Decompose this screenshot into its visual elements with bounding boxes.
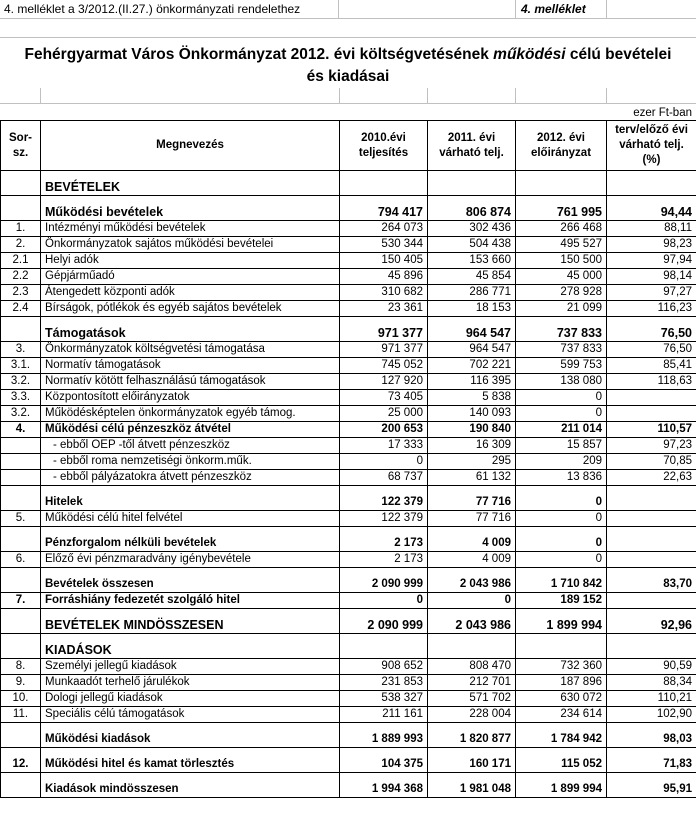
row-number	[1, 486, 41, 511]
table-row	[1, 486, 696, 511]
table-row	[1, 675, 696, 691]
value-2012: 737 833	[516, 342, 607, 358]
value-2012: 138 080	[516, 374, 607, 390]
value-2012: 234 614	[516, 707, 607, 723]
table-row	[1, 707, 696, 723]
regulation-reference: 4. melléklet a 3/2012.(II.27.) önkormányzati rendelethez	[4, 2, 301, 16]
value-2010: 17 333	[340, 438, 428, 454]
row-name: Gépjárműadó	[41, 269, 340, 285]
row-number	[1, 317, 41, 342]
value-ratio: 88,11	[607, 221, 696, 237]
value-ratio: 22,63	[607, 470, 696, 486]
value-2012: 1 899 994	[516, 773, 607, 798]
value-2012: 599 753	[516, 358, 607, 374]
value-2010: 2 173	[340, 552, 428, 568]
value-2011: 16 309	[428, 438, 516, 454]
value-ratio	[607, 634, 696, 659]
value-2012: 761 995	[516, 196, 607, 221]
value-2012: 266 468	[516, 221, 607, 237]
value-2011	[428, 634, 516, 659]
value-ratio: 98,14	[607, 269, 696, 285]
value-2011: 45 854	[428, 269, 516, 285]
grid-line	[606, 0, 607, 18]
value-2010: 2 090 999	[340, 568, 428, 593]
table-row	[1, 196, 696, 221]
row-number: 11.	[1, 707, 41, 723]
value-2012: 187 896	[516, 675, 607, 691]
table-row	[1, 568, 696, 593]
value-2011: 964 547	[428, 342, 516, 358]
value-2010: 2 090 999	[340, 609, 428, 634]
value-2012: 150 500	[516, 253, 607, 269]
value-ratio	[607, 486, 696, 511]
value-ratio	[607, 406, 696, 422]
row-number: 2.	[1, 237, 41, 253]
value-2010: 73 405	[340, 390, 428, 406]
value-2010: 1 994 368	[340, 773, 428, 798]
row-number: 2.4	[1, 301, 41, 317]
value-ratio: 94,44	[607, 196, 696, 221]
blank-grid-row	[0, 19, 696, 38]
row-number: 8.	[1, 659, 41, 675]
value-2012: 211 014	[516, 422, 607, 438]
row-number: 1.	[1, 221, 41, 237]
value-ratio: 110,57	[607, 422, 696, 438]
value-2011: 286 771	[428, 285, 516, 301]
row-number: 3.3.	[1, 390, 41, 406]
row-name: Bírságok, pótlékok és egyéb sajátos bevételek	[41, 301, 340, 317]
value-2010: 122 379	[340, 511, 428, 527]
value-ratio: 98,23	[607, 237, 696, 253]
row-name: Dologi jellegű kiadások	[41, 691, 340, 707]
value-2010: 25 000	[340, 406, 428, 422]
row-name: Helyi adók	[41, 253, 340, 269]
value-2012: 1 899 994	[516, 609, 607, 634]
table-row	[1, 358, 696, 374]
value-ratio: 102,90	[607, 707, 696, 723]
title-line2: és kiadásai	[306, 68, 390, 85]
row-number: 3.	[1, 342, 41, 358]
value-2011: 1 981 048	[428, 773, 516, 798]
value-2010: 745 052	[340, 358, 428, 374]
table-row	[1, 659, 696, 675]
table-row	[1, 438, 696, 454]
row-name: Intézményi működési bevételek	[41, 221, 340, 237]
value-ratio: 97,27	[607, 285, 696, 301]
row-name: KIADÁSOK	[41, 634, 340, 659]
value-2012: 1 710 842	[516, 568, 607, 593]
row-name: - ebből pályázatokra átvett pénzeszköz	[41, 470, 340, 486]
row-number: 5.	[1, 511, 41, 527]
value-2012: 15 857	[516, 438, 607, 454]
value-ratio: 97,94	[607, 253, 696, 269]
row-name: Központosított előirányzatok	[41, 390, 340, 406]
row-number	[1, 634, 41, 659]
value-2012: 0	[516, 527, 607, 552]
row-name: Speciális célú támogatások	[41, 707, 340, 723]
table-row	[1, 285, 696, 301]
value-2011: 160 171	[428, 748, 516, 773]
row-name: Működési célú pénzeszköz átvétel	[41, 422, 340, 438]
row-name: Önkormányzatok költségvetési támogatása	[41, 342, 340, 358]
row-number	[1, 196, 41, 221]
value-2010: 122 379	[340, 486, 428, 511]
table-row	[1, 609, 696, 634]
value-ratio: 85,41	[607, 358, 696, 374]
value-2010: 310 682	[340, 285, 428, 301]
value-2010: 150 405	[340, 253, 428, 269]
row-name: Munkaadót terhelő járulékok	[41, 675, 340, 691]
value-ratio: 83,70	[607, 568, 696, 593]
row-number	[1, 470, 41, 486]
value-2010: 127 920	[340, 374, 428, 390]
value-2010: 794 417	[340, 196, 428, 221]
value-2012: 495 527	[516, 237, 607, 253]
row-name: Támogatások	[41, 317, 340, 342]
value-ratio	[607, 527, 696, 552]
value-2011: 116 395	[428, 374, 516, 390]
value-2010: 971 377	[340, 317, 428, 342]
value-2012: 209	[516, 454, 607, 470]
value-ratio: 98,03	[607, 723, 696, 748]
value-2010	[340, 634, 428, 659]
value-2011: 212 701	[428, 675, 516, 691]
value-2010: 908 652	[340, 659, 428, 675]
header-ratio: terv/előző évi várható telj. (%)	[607, 121, 696, 171]
value-ratio	[607, 511, 696, 527]
row-name: Bevételek összesen	[41, 568, 340, 593]
row-name: Működésképtelen önkormányzatok egyéb támog.	[41, 406, 340, 422]
table-row	[1, 342, 696, 358]
value-2012: 737 833	[516, 317, 607, 342]
table-row	[1, 511, 696, 527]
table-row	[1, 374, 696, 390]
value-2011: 153 660	[428, 253, 516, 269]
row-number: 2.1	[1, 253, 41, 269]
table-row	[1, 221, 696, 237]
table-row	[1, 748, 696, 773]
value-ratio: 118,63	[607, 374, 696, 390]
value-2012: 115 052	[516, 748, 607, 773]
row-number: 3.2.	[1, 374, 41, 390]
value-2012: 21 099	[516, 301, 607, 317]
title-text-end: célú bevételei	[565, 46, 672, 63]
value-2011: 702 221	[428, 358, 516, 374]
table-row	[1, 470, 696, 486]
row-number: 2.2	[1, 269, 41, 285]
value-2010: 68 737	[340, 470, 428, 486]
row-name: Pénzforgalom nélküli bevételek	[41, 527, 340, 552]
value-2011: 964 547	[428, 317, 516, 342]
grid-line	[515, 0, 516, 18]
table-row	[1, 593, 696, 609]
value-2011: 2 043 986	[428, 568, 516, 593]
value-2010: 211 161	[340, 707, 428, 723]
document-title	[0, 44, 696, 88]
table-row	[1, 317, 696, 342]
table-row	[1, 422, 696, 438]
value-2011: 806 874	[428, 196, 516, 221]
blank-grid-row	[0, 88, 696, 104]
value-ratio: 95,91	[607, 773, 696, 798]
reference-row	[0, 0, 696, 19]
value-2012: 45 000	[516, 269, 607, 285]
value-2011: 190 840	[428, 422, 516, 438]
header-2010: 2010.évi teljesítés	[340, 121, 428, 171]
value-2012	[516, 171, 607, 196]
header-sorsz: Sor-sz.	[1, 121, 41, 171]
value-2011: 140 093	[428, 406, 516, 422]
header-2011: 2011. évi várható telj.	[428, 121, 516, 171]
row-number	[1, 609, 41, 634]
value-2010: 538 327	[340, 691, 428, 707]
row-number: 4.	[1, 422, 41, 438]
header-name: Megnevezés	[41, 121, 340, 171]
row-name: - ebből OEP -től átvett pénzeszköz	[41, 438, 340, 454]
table-row	[1, 269, 696, 285]
table-header-row	[1, 121, 696, 171]
value-2012: 0	[516, 390, 607, 406]
value-2011: 228 004	[428, 707, 516, 723]
unit-label: ezer Ft-ban	[633, 107, 692, 119]
row-name: Átengedett központi adók	[41, 285, 340, 301]
value-2010: 2 173	[340, 527, 428, 552]
row-number	[1, 723, 41, 748]
row-name: Kiadások mindösszesen	[41, 773, 340, 798]
value-2012: 189 152	[516, 593, 607, 609]
row-name: Működési kiadások	[41, 723, 340, 748]
row-number	[1, 171, 41, 196]
table-row	[1, 237, 696, 253]
value-2010: 104 375	[340, 748, 428, 773]
row-name: Normatív kötött felhasználású támogatások	[41, 374, 340, 390]
value-ratio: 76,50	[607, 342, 696, 358]
row-name: Személyi jellegű kiadások	[41, 659, 340, 675]
value-2010: 231 853	[340, 675, 428, 691]
grid-line	[338, 0, 339, 18]
value-ratio	[607, 552, 696, 568]
table-row	[1, 552, 696, 568]
table-row	[1, 454, 696, 470]
table-row	[1, 691, 696, 707]
value-2010: 0	[340, 454, 428, 470]
value-2011: 504 438	[428, 237, 516, 253]
value-2010: 23 361	[340, 301, 428, 317]
row-number: 12.	[1, 748, 41, 773]
row-number	[1, 438, 41, 454]
value-ratio: 97,23	[607, 438, 696, 454]
value-2011: 295	[428, 454, 516, 470]
value-2012: 0	[516, 552, 607, 568]
value-2010: 0	[340, 593, 428, 609]
table-row	[1, 527, 696, 552]
row-number: 3.2.	[1, 406, 41, 422]
value-2011: 77 716	[428, 486, 516, 511]
row-name: BEVÉTELEK	[41, 171, 340, 196]
value-ratio: 90,59	[607, 659, 696, 675]
title-text: Fehérgyarmat Város Önkormányzat 2012. évi költségvetésének	[24, 46, 494, 63]
table-row	[1, 171, 696, 196]
table-row	[1, 406, 696, 422]
row-name: - ebből roma nemzetiségi önkorm.műk.	[41, 454, 340, 470]
value-2011: 18 153	[428, 301, 516, 317]
row-name: Önkormányzatok sajátos működési bevételei	[41, 237, 340, 253]
table-row	[1, 390, 696, 406]
table-row	[1, 253, 696, 269]
value-2011: 4 009	[428, 527, 516, 552]
value-2010: 45 896	[340, 269, 428, 285]
row-number	[1, 527, 41, 552]
value-2011: 77 716	[428, 511, 516, 527]
row-name: Forráshiány fedezetét szolgáló hitel	[41, 593, 340, 609]
row-number	[1, 568, 41, 593]
value-2011	[428, 171, 516, 196]
row-number: 3.1.	[1, 358, 41, 374]
row-number: 10.	[1, 691, 41, 707]
annex-label: 4. melléklet	[521, 2, 586, 16]
value-ratio: 88,34	[607, 675, 696, 691]
table-row	[1, 723, 696, 748]
row-number	[1, 454, 41, 470]
value-ratio	[607, 390, 696, 406]
row-number: 9.	[1, 675, 41, 691]
value-2011: 1 820 877	[428, 723, 516, 748]
value-2012: 278 928	[516, 285, 607, 301]
value-2010: 530 344	[340, 237, 428, 253]
value-2012: 0	[516, 511, 607, 527]
table-row	[1, 773, 696, 798]
value-2010: 264 073	[340, 221, 428, 237]
row-name: Hitelek	[41, 486, 340, 511]
value-2012: 0	[516, 486, 607, 511]
row-number	[1, 773, 41, 798]
row-name: Működési célú hitel felvétel	[41, 511, 340, 527]
value-2011: 0	[428, 593, 516, 609]
row-name: Előző évi pénzmaradvány igénybevétele	[41, 552, 340, 568]
value-2012: 732 360	[516, 659, 607, 675]
value-2011: 2 043 986	[428, 609, 516, 634]
value-2011: 808 470	[428, 659, 516, 675]
header-2012: 2012. évi előirányzat	[516, 121, 607, 171]
title-italic: működési	[493, 46, 566, 63]
value-2011: 4 009	[428, 552, 516, 568]
value-2012	[516, 634, 607, 659]
value-2012: 1 784 942	[516, 723, 607, 748]
value-2011: 61 132	[428, 470, 516, 486]
row-name: Működési bevételek	[41, 196, 340, 221]
value-2012: 630 072	[516, 691, 607, 707]
row-name: BEVÉTELEK MINDÖSSZESEN	[41, 609, 340, 634]
value-2010: 200 653	[340, 422, 428, 438]
value-2012: 13 836	[516, 470, 607, 486]
table-row	[1, 301, 696, 317]
value-ratio: 116,23	[607, 301, 696, 317]
table-row	[1, 634, 696, 659]
row-number: 7.	[1, 593, 41, 609]
row-name: Működési hitel és kamat törlesztés	[41, 748, 340, 773]
value-ratio	[607, 171, 696, 196]
row-number: 6.	[1, 552, 41, 568]
value-ratio: 71,83	[607, 748, 696, 773]
value-ratio: 70,85	[607, 454, 696, 470]
row-number: 2.3	[1, 285, 41, 301]
budget-table	[0, 120, 696, 798]
value-ratio	[607, 593, 696, 609]
value-2011: 5 838	[428, 390, 516, 406]
value-2010	[340, 171, 428, 196]
value-ratio: 110,21	[607, 691, 696, 707]
value-2012: 0	[516, 406, 607, 422]
value-2010: 1 889 993	[340, 723, 428, 748]
value-2011: 302 436	[428, 221, 516, 237]
value-2010: 971 377	[340, 342, 428, 358]
value-ratio: 76,50	[607, 317, 696, 342]
row-name: Normatív támogatások	[41, 358, 340, 374]
value-2011: 571 702	[428, 691, 516, 707]
value-ratio: 92,96	[607, 609, 696, 634]
